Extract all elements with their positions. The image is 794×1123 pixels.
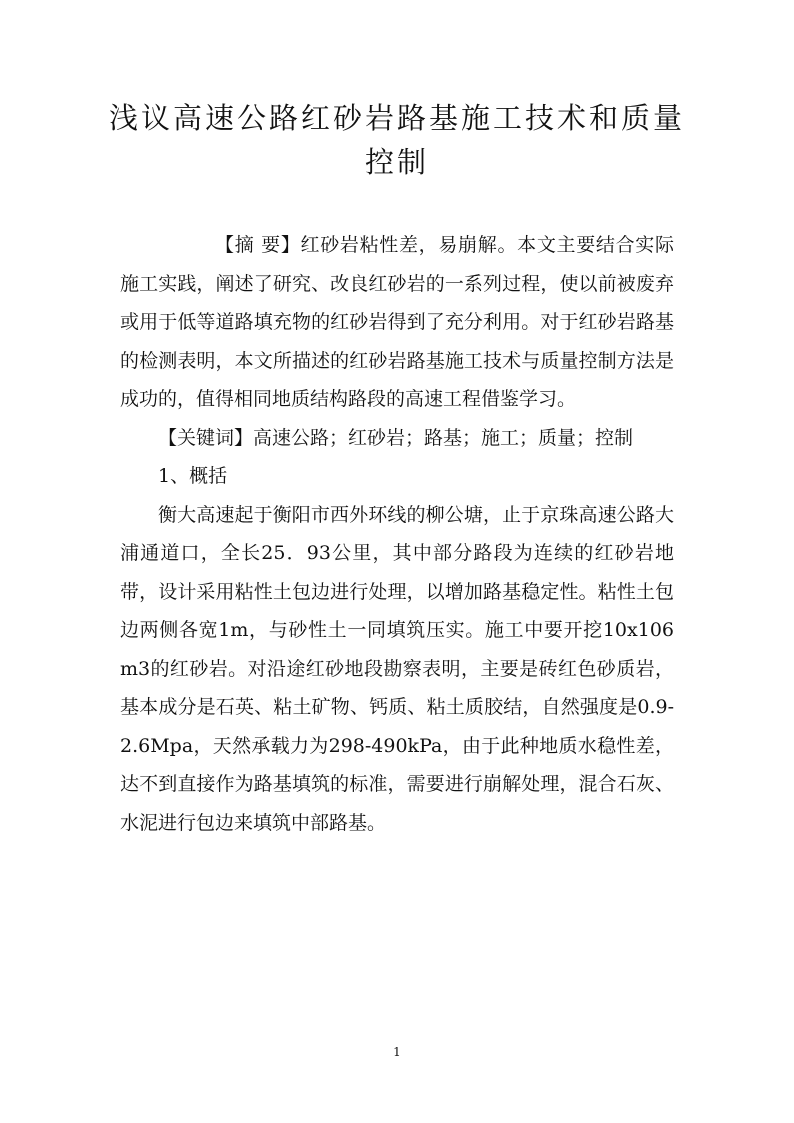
section-heading: 1、概括 <box>158 465 228 487</box>
title-line-1: 浅议高速公路红砂岩路基施工技术和质量 <box>108 101 685 135</box>
abstract-paragraph: 【摘 要】红砂岩粘性差，易崩解。本文主要结合实际施工实践，阐述了研究、改良红砂岩的一系列过程，使以前被废弃或用于低等道路填充物的红砂岩得到了充分利用。对于红砂岩路基的检测表明，本文所描述的红砂岩路基施工技术与质量控制方法是成功的，值得相同地质结构路段的高速工程借鉴学习。 <box>120 234 674 410</box>
keywords-paragraph: 【关键词】高速公路；红砂岩；路基；施工；质量；控制 <box>158 426 634 449</box>
title-line-2: 控制 <box>364 145 429 179</box>
document-title <box>100 96 694 184</box>
section-paragraph: 衡大高速起于衡阳市西外环线的柳公塘，止于京珠高速公路大浦通道口，全长25．93公里，其中部分路段为连续的红砂岩地带，设计采用粘性土包边进行处理，以增加路基稳定性。粘性土包边两侧各宽1m，与砂性土一同填筑压实。施工中要开挖10x106m3的红砂岩。对沿途红砂地段勘察表明，主要是砖红色砂质岩，基本成分是石英、粘土矿物、钙质、粘土质胶结，自然强度是0.9-2.6Mpa，天然承载力为298-490kPa，由于此种地质水稳性差，达不到直接作为路基填筑的标准，需要进行崩解处理，混合石灰、水泥进行包边来填筑中部路基。 <box>120 503 674 834</box>
page-number: 1 <box>393 1045 401 1059</box>
document-body <box>120 226 674 842</box>
